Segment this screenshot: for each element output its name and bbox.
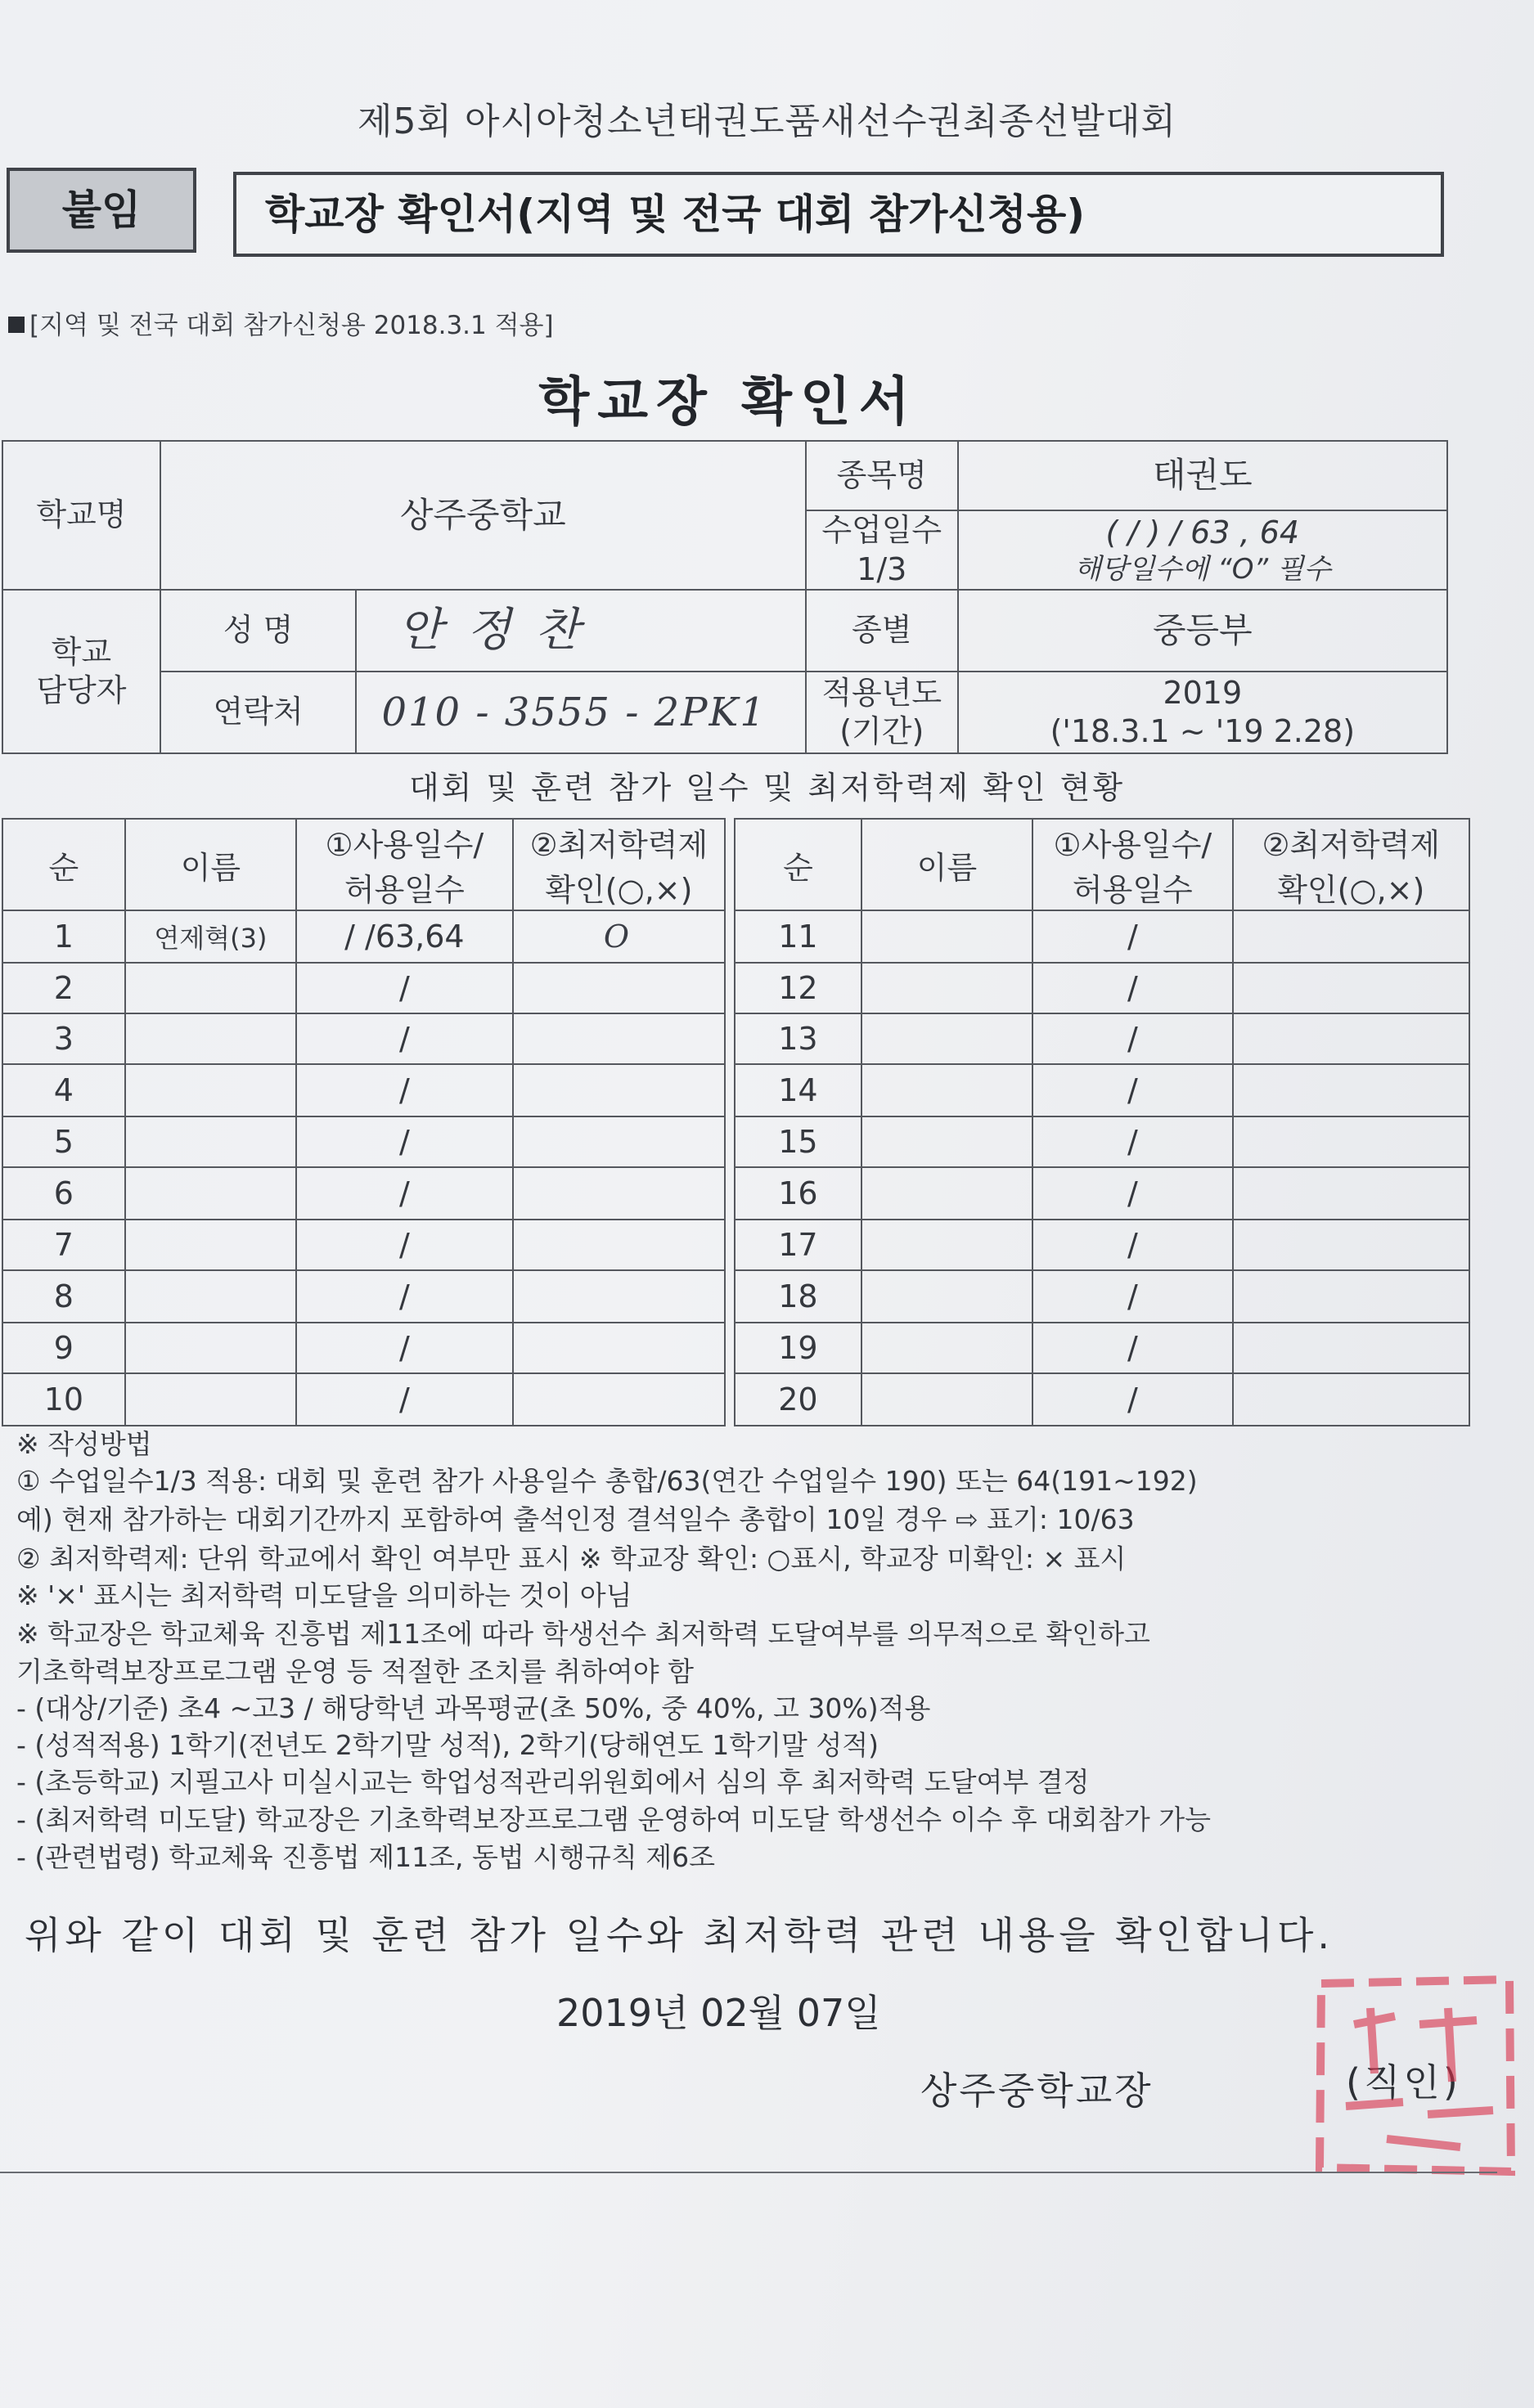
used-days: / [296, 1323, 513, 1373]
athlete-name [861, 1373, 1032, 1426]
row-number: 5 [2, 1116, 125, 1167]
column-gap [725, 1270, 735, 1323]
row-number: 19 [735, 1323, 861, 1373]
min-grade-check [1233, 910, 1469, 963]
table-row [2, 1116, 1469, 1167]
min-grade-check [513, 1270, 726, 1323]
table-header-row [2, 819, 1469, 910]
athlete-name [125, 1270, 296, 1323]
athlete-name [861, 1323, 1032, 1373]
col-days-header-right [1032, 819, 1232, 910]
min-grade-check [1233, 1013, 1469, 1064]
min-grade-check [513, 1220, 726, 1270]
col-min-header-right-2: 확인(○,×) [1277, 872, 1425, 908]
athlete-name [125, 1220, 296, 1270]
col-days-header-right-2: 허용일수 [1072, 872, 1193, 908]
column-gap [725, 1013, 735, 1064]
apply-year-label-2: (기간) [839, 713, 924, 749]
row-number: 16 [735, 1167, 861, 1220]
stamp-strokes [1320, 1979, 1511, 2172]
table-row [2, 1013, 1469, 1064]
instruction-line: - (대상/기준) 초4 ~고3 / 해당학년 과목평균(초 50%, 중 40%, 고 30%)적용 [16, 1692, 931, 1724]
athlete-name [861, 1270, 1032, 1323]
contact-handwritten: 010 - 3555 - 2PK1 [356, 672, 805, 753]
min-grade-check [1233, 963, 1469, 1013]
row-number: 18 [735, 1270, 861, 1323]
confirmation-statement: 위와 같이 대회 및 훈련 참가 일수와 최저학력 관련 내용을 확인합니다. [25, 1913, 1334, 1957]
column-gap [725, 963, 735, 1013]
column-gap [725, 819, 735, 910]
column-gap [725, 910, 735, 963]
table-row [2, 1064, 1469, 1116]
used-days: / [296, 1116, 513, 1167]
athlete-name [125, 1373, 296, 1426]
athlete-name: 연제혁(3) [125, 910, 296, 963]
min-grade-check [513, 1013, 726, 1064]
class-days-fraction: ( / ) / 63 , 64 [1105, 514, 1300, 550]
athlete-name [125, 1013, 296, 1064]
row-number: 10 [2, 1373, 125, 1426]
form-note-text: [지역 및 전국 대회 참가신청용 2018.3.1 적용] [29, 311, 554, 340]
used-days: / [296, 1167, 513, 1220]
division-label: 종별 [806, 590, 958, 672]
class-days-label-1: 수업일수 [821, 512, 942, 548]
used-days: / [296, 1064, 513, 1116]
min-grade-check [1233, 1373, 1469, 1426]
instruction-line: - (관련법령) 학교체육 진흥법 제11조, 동법 시행규칙 제6조 [16, 1841, 715, 1873]
athlete-name [861, 1220, 1032, 1270]
row-number: 7 [2, 1220, 125, 1270]
attachment-title: 학교장 확인서(지역 및 전국 대회 참가신청용) [233, 172, 1444, 257]
athlete-name [861, 1116, 1032, 1167]
athlete-name [861, 1064, 1032, 1116]
col-num-header-right: 순 [735, 819, 861, 910]
contact-label: 연락처 [160, 672, 357, 753]
row-number: 9 [2, 1323, 125, 1373]
row-number: 13 [735, 1013, 861, 1064]
participation-table [2, 818, 1470, 1426]
row-number: 14 [735, 1064, 861, 1116]
athlete-name [861, 910, 1032, 963]
manager-label [2, 590, 160, 753]
row-number: 6 [2, 1167, 125, 1220]
manager-label-1: 학교 [51, 633, 112, 670]
column-gap [725, 1064, 735, 1116]
instruction-line: - (최저학력 미도달) 학교장은 기초학력보장프로그램 운영하여 미도달 학생선수 이수 후 대회참가 가능 [16, 1804, 1212, 1835]
school-name-label: 학교명 [2, 441, 160, 590]
instruction-line: - (성적적용) 1학기(전년도 2학기말 성적), 2학기(당해연도 1학기말 성적) [16, 1729, 879, 1761]
col-min-header-1: ②최저학력제 [529, 827, 709, 863]
used-days: / [1032, 1167, 1232, 1220]
col-min-header-right-1: ②최저학력제 [1262, 827, 1441, 863]
min-grade-check [1233, 1323, 1469, 1373]
table-row [2, 1270, 1469, 1323]
row-number: 20 [735, 1373, 861, 1426]
min-grade-check [513, 1064, 726, 1116]
col-days-header [296, 819, 513, 910]
column-gap [725, 1167, 735, 1220]
event-label: 종목명 [806, 441, 958, 510]
col-min-header [513, 819, 726, 910]
athlete-name [861, 1167, 1032, 1220]
attachment-label: 붙임 [7, 168, 196, 253]
used-days: / [1032, 1373, 1232, 1426]
official-seal-stamp [1297, 1951, 1534, 2188]
instruction-line: - (초등학교) 지필고사 미실시교는 학업성적관리위원회에서 심의 후 최저학력 도달여부 결정 [16, 1766, 1090, 1798]
manager-label-2: 담당자 [36, 672, 127, 708]
athlete-name [861, 963, 1032, 1013]
row-number: 4 [2, 1064, 125, 1116]
min-grade-check [1233, 1220, 1469, 1270]
principal-name: 상주중학교장 [920, 2069, 1154, 2113]
instruction-line: ① 수업일수1/3 적용: 대회 및 훈련 참가 사용일수 총합/63(연간 수업일수 190) 또는 64(191~192) [16, 1465, 1198, 1497]
division-value: 중등부 [958, 590, 1447, 672]
table-row [2, 1323, 1469, 1373]
instruction-line: ※ '×' 표시는 최저학력 미도달을 의미하는 것이 아님 [16, 1579, 632, 1611]
col-days-header-1: ①사용일수/ [325, 827, 484, 863]
table-row [2, 1220, 1469, 1270]
class-days-label-2: 1/3 [857, 550, 907, 587]
used-days: / [1032, 1220, 1232, 1270]
used-days: / [1032, 1323, 1232, 1373]
athlete-name [861, 1013, 1032, 1064]
apply-year-label-1: 적용년도 [821, 674, 942, 711]
athlete-name [125, 963, 296, 1013]
issue-date: 2019년 02월 07일 [556, 1991, 881, 2035]
min-grade-check: O [513, 910, 726, 963]
used-days: / [1032, 963, 1232, 1013]
min-grade-check [1233, 1270, 1469, 1323]
column-gap [725, 1220, 735, 1270]
athlete-name [125, 1116, 296, 1167]
col-name-header-right: 이름 [861, 819, 1032, 910]
used-days: / [296, 963, 513, 1013]
used-days: / [1032, 1116, 1232, 1167]
name-label: 성 명 [160, 590, 357, 672]
table-row [2, 1167, 1469, 1220]
apply-period: ('18.3.1 ~ '19 2.28) [1050, 713, 1356, 749]
athlete-name [125, 1323, 296, 1373]
used-days: / [1032, 910, 1232, 963]
instruction-line: 예) 현재 참가하는 대회기간까지 포함하여 출석인정 결석일수 총합이 10일 경우 ⇨ 표기: 10/63 [16, 1503, 1135, 1535]
document-title: 학교장 확인서 [538, 372, 918, 433]
manager-name-handwritten: 안 정 찬 [356, 590, 805, 672]
table-row [2, 963, 1469, 1013]
used-days: / [1032, 1064, 1232, 1116]
min-grade-check [513, 1373, 726, 1426]
athlete-name [125, 1167, 296, 1220]
form-note [8, 304, 554, 341]
instruction-line: 기초학력보장프로그램 운영 등 적절한 조치를 취하여야 함 [16, 1656, 695, 1687]
row-number: 8 [2, 1270, 125, 1323]
min-grade-check [513, 963, 726, 1013]
column-gap [725, 1116, 735, 1167]
col-name-header: 이름 [125, 819, 296, 910]
min-grade-check [1233, 1064, 1469, 1116]
bottom-rule [0, 2172, 1497, 2173]
school-info-table [2, 440, 1448, 754]
class-days-value [958, 510, 1447, 590]
used-days: / [1032, 1013, 1232, 1064]
square-bullet-icon [8, 317, 25, 333]
row-number: 15 [735, 1116, 861, 1167]
athlete-name [125, 1064, 296, 1116]
row-number: 17 [735, 1220, 861, 1270]
class-days-note: 해당일수에 “O” 필수 [1074, 553, 1331, 586]
used-days: / [296, 1220, 513, 1270]
seal-label: (직인) [1346, 2060, 1461, 2105]
apply-year-label [806, 672, 958, 753]
min-grade-check [513, 1116, 726, 1167]
school-name-value: 상주중학교 [160, 441, 806, 590]
section-title: 대회 및 훈련 참가 일수 및 최저학력제 확인 현황 [408, 770, 1126, 806]
col-days-header-right-1: ①사용일수/ [1053, 827, 1212, 863]
col-min-header-right [1233, 819, 1469, 910]
used-days: / [1032, 1270, 1232, 1323]
min-grade-check [1233, 1167, 1469, 1220]
table-row [2, 910, 1469, 963]
apply-year: 2019 [1163, 674, 1243, 711]
table-row [2, 1373, 1469, 1426]
col-num-header: 순 [2, 819, 125, 910]
used-days: / [296, 1270, 513, 1323]
used-days: / [296, 1373, 513, 1426]
row-number: 1 [2, 910, 125, 963]
used-days: / [296, 1013, 513, 1064]
instruction-line: ※ 학교장은 학교체육 진흥법 제11조에 따라 학생선수 최저학력 도달여부를 의무적으로 확인하고 [16, 1618, 1150, 1650]
col-min-header-2: 확인(○,×) [545, 872, 693, 908]
row-number: 2 [2, 963, 125, 1013]
min-grade-check [513, 1323, 726, 1373]
apply-year-value [958, 672, 1447, 753]
used-days: / /63,64 [296, 910, 513, 963]
event-title: 제5회 아시아청소년태권도품새선수권최종선발대회 [357, 101, 1177, 142]
min-grade-check [513, 1167, 726, 1220]
row-number: 11 [735, 910, 861, 963]
min-grade-check [1233, 1116, 1469, 1167]
class-days-label [806, 510, 958, 590]
instruction-line: ② 최저학력제: 단위 학교에서 확인 여부만 표시 ※ 학교장 확인: ○표시, 학교장 미확인: × 표시 [16, 1543, 1127, 1575]
col-days-header-2: 허용일수 [344, 872, 465, 908]
row-number: 3 [2, 1013, 125, 1064]
row-number: 12 [735, 963, 861, 1013]
event-value: 태권도 [958, 441, 1447, 510]
column-gap [725, 1323, 735, 1373]
column-gap [725, 1373, 735, 1426]
instructions-heading: ※ 작성방법 [16, 1428, 152, 1460]
